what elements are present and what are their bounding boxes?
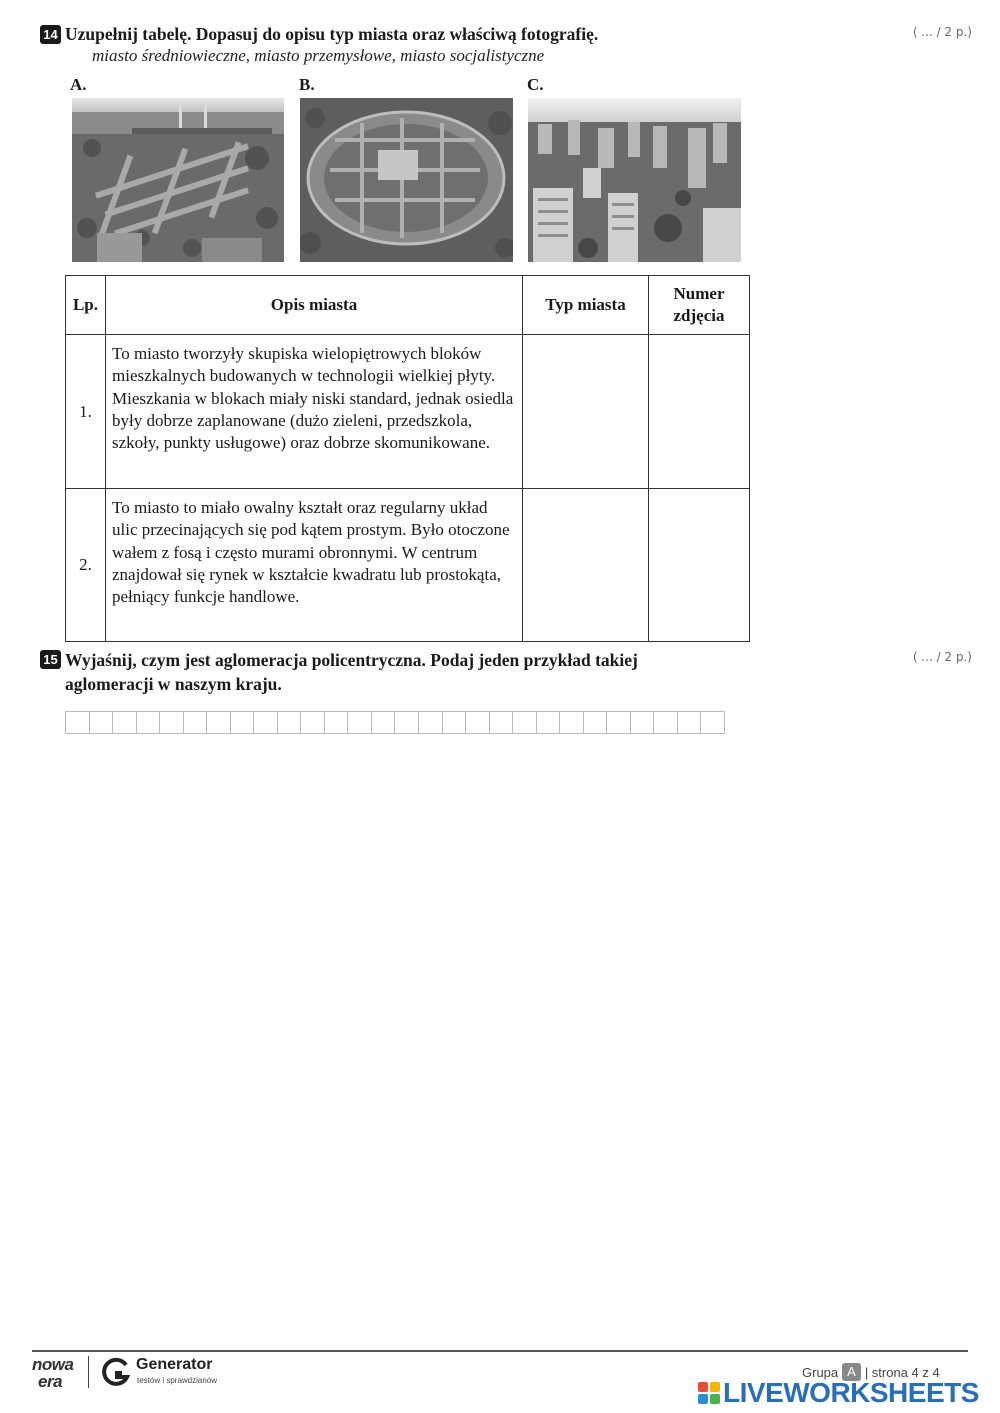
photo-a	[72, 98, 284, 262]
city-matching-table	[65, 275, 750, 642]
logo-era-text: era	[38, 1372, 63, 1391]
page-number: | strona 4 z 4	[864, 1364, 940, 1380]
logo-separator	[88, 1356, 89, 1388]
table-header-row	[66, 276, 750, 335]
photo-b	[300, 98, 513, 262]
photo-label-c: C.	[527, 75, 544, 94]
photo-a-image	[72, 98, 284, 262]
row-description: To miasto to miało owalny kształt oraz regularny układ ulic przecinających się pod kątem prostym. Było otoczone wałem z fosą i często murami obronnymi. W centrum znajdował się rynek w kształcie kwadratu lub prostokąta, pełniący funkcje handlowe.	[106, 489, 523, 642]
city-type-answer-cell[interactable]	[523, 335, 649, 489]
row-number: 1.	[66, 335, 106, 489]
points-indicator: ( ... / 2 p.)	[912, 25, 972, 39]
liveworksheets-logo-icon	[698, 1382, 720, 1404]
points-indicator: ( ... / 2 p.)	[912, 650, 972, 664]
photo-label-b: B.	[299, 75, 315, 94]
generator-title: Generator	[136, 1356, 213, 1373]
question-number-badge: 15	[40, 650, 61, 669]
generator-subtitle: testów i sprawdzianów	[137, 1376, 218, 1385]
city-type-answer-cell[interactable]	[523, 489, 649, 642]
answer-options: miasto średniowieczne, miasto przemysłowe, miasto socjalistyczne	[92, 46, 545, 65]
photo-number-answer-cell[interactable]	[649, 489, 750, 642]
group-label: Grupa	[802, 1364, 839, 1380]
row-description: To miasto tworzyły skupiska wielopiętrowych bloków mieszkalnych budowanych w technologii wielkiej płyty. Mieszkania w blokach miały niski standard, jednak osiedla były dobrze zaplanowane (dużo zieleni, przedszkola, szkoły, punkty usługowe) oraz dobrze skomunikowane.	[106, 335, 523, 489]
table-row	[66, 335, 750, 489]
generator-g-icon	[100, 1356, 132, 1388]
photo-b-image	[300, 98, 513, 262]
logo-nowa-text: nowa	[32, 1355, 74, 1374]
liveworksheets-brand: LIVEWORKSHEETS	[723, 1377, 979, 1408]
photo-c	[528, 98, 741, 262]
header-description: Opis miasta	[106, 276, 523, 335]
photo-label-a: A.	[70, 75, 87, 94]
footer-divider	[32, 1350, 968, 1352]
photo-number-answer-cell[interactable]	[649, 335, 750, 489]
question-number-badge: 14	[40, 25, 61, 44]
answer-input-grid[interactable]	[65, 711, 725, 733]
nowa-era-logo	[32, 1356, 82, 1392]
photo-c-image	[528, 98, 741, 262]
row-number: 2.	[66, 489, 106, 642]
question-instruction: Wyjaśnij, czym jest aglomeracja policentryczna. Podaj jeden przykład takiej aglomeracji w naszym kraju.	[65, 650, 638, 694]
header-lp: Lp.	[66, 276, 106, 335]
header-city-type: Typ miasta	[523, 276, 649, 335]
question-instruction: Uzupełnij tabelę. Dopasuj do opisu typ miasta oraz właściwą fotografię.	[65, 24, 599, 44]
group-badge: A	[842, 1363, 861, 1381]
table-row	[66, 489, 750, 642]
header-photo-number: Numer zdjęcia	[649, 276, 750, 335]
